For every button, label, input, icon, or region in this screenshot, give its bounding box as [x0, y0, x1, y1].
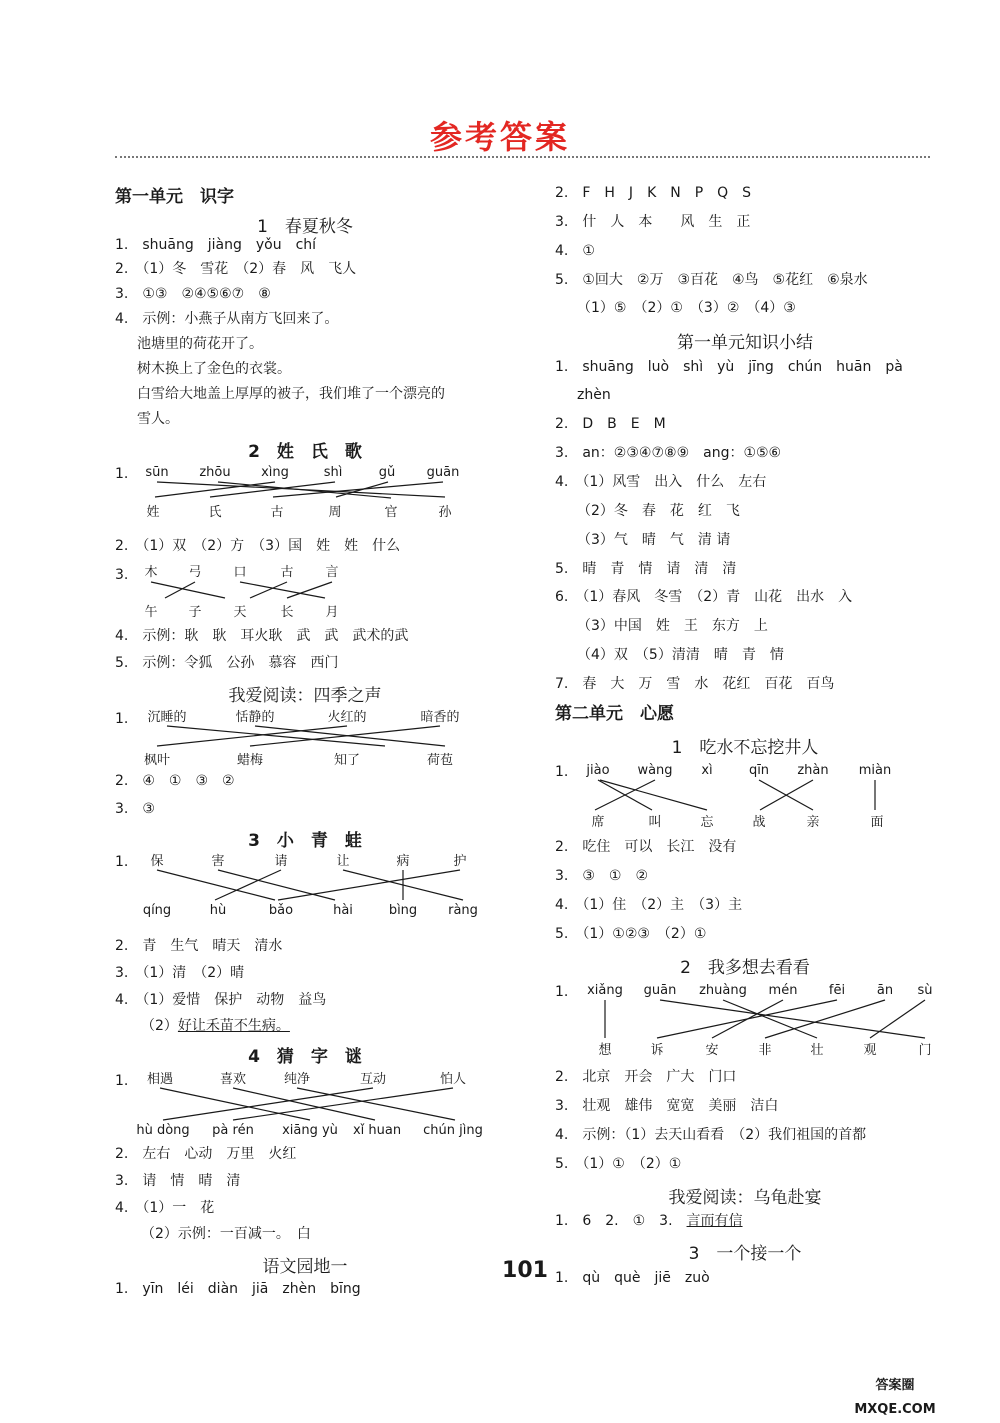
character-option: 门 [918, 1043, 932, 1058]
pinyin-option: bǎo [268, 903, 294, 918]
character-option: 古 [270, 505, 284, 520]
match-lines [157, 870, 463, 900]
answer-number: 3. [115, 567, 129, 583]
pinyin-option: ān [876, 983, 894, 998]
character-option: 请 [274, 854, 288, 869]
pinyin-option: zhuàng [699, 983, 747, 998]
answer-line: 4. （1）住 （2）主 （3）主 [555, 897, 743, 913]
answer-line: 3. ③ ① ② [555, 868, 649, 884]
pinyin-option: guān [643, 983, 677, 998]
character-option: 口 [233, 565, 247, 580]
character-option: 保 [150, 854, 164, 869]
word-option: 相遇 [146, 1072, 174, 1087]
answer-line: 2. 北京 开会 广大 门口 [555, 1069, 737, 1085]
pinyin-option: qīn [748, 763, 770, 778]
pinyin-option: hù [209, 903, 227, 918]
pinyin-option: hù dòng [136, 1123, 190, 1138]
answer-line: 4. 示例：耿 耿 耳火耿 武 武 武术的武 [115, 628, 409, 644]
answer-line: 1. shuāng luò shì yù jīng chún huān pà [555, 359, 903, 375]
answer-line: 3. an：②③④⑦⑧⑨ ang：①⑤⑥ [555, 445, 782, 461]
pinyin-option: fēi [828, 983, 846, 998]
pinyin-option: xiǎng [587, 983, 623, 998]
watermark-url: MXQE.COM [854, 1402, 936, 1417]
word-option: 暗香的 [420, 710, 460, 725]
match-lines [160, 1088, 455, 1120]
pinyin-option: mén [768, 983, 798, 998]
character-option: 想 [598, 1043, 612, 1058]
word-option: 知了 [333, 753, 361, 768]
word-option: 互动 [359, 1072, 387, 1087]
character-option: 官 [384, 505, 398, 520]
match-lines [605, 1000, 925, 1038]
reading-heading: 我爱阅读：四季之声 [228, 686, 382, 706]
pinyin-option: guān [426, 465, 460, 480]
answer-line: 2. 吃住 可以 长江 没有 [555, 839, 737, 855]
word-option: 沉睡的 [147, 710, 187, 725]
character-option: 壮 [810, 1043, 824, 1058]
pinyin-option: shì [323, 465, 343, 480]
word-option: 恬静的 [235, 710, 275, 725]
word-option: 枫叶 [143, 753, 171, 768]
answer-line: 3. 请 情 晴 清 [115, 1173, 241, 1189]
page-title: 参考答案 [429, 118, 570, 156]
answer-number: 1. [555, 984, 569, 1000]
word-option: 蜡梅 [236, 753, 264, 768]
pinyin-option: ràng [448, 903, 478, 918]
answer-line: 树木换上了金色的衣裳。 [137, 361, 291, 377]
lesson-heading: 2 姓 氏 歌 [248, 442, 362, 462]
sub-number: （2） [141, 1018, 178, 1034]
pinyin-option: miàn [858, 763, 892, 778]
answer-line: 5. （1）① （2）① [555, 1156, 682, 1172]
character-option: 弓 [188, 565, 202, 580]
answer-line: 4. （1）一 花 [115, 1200, 215, 1216]
answer-line [141, 1017, 290, 1035]
character-option: 护 [453, 854, 467, 869]
page-number: 101 [502, 1258, 548, 1283]
answer-number: 1. [115, 1073, 129, 1089]
answer-line: 2. （1）双 （2）方 （3）国 姓 姓 什么 [115, 538, 401, 554]
pinyin-option: xǐ huan [352, 1123, 402, 1138]
word-option: 纯净 [283, 1072, 311, 1087]
answer-line: 3. （1）清 （2）晴 [115, 965, 245, 981]
character-option: 月 [325, 605, 339, 620]
pinyin-option: sù [917, 983, 933, 998]
pinyin-option: sūn [145, 465, 169, 480]
character-option: 诉 [650, 1043, 664, 1058]
answer-line: （1）⑤ （2）① （3）② （4）③ [577, 300, 796, 316]
matching-diagram [555, 760, 935, 830]
summary-heading: 第一单元知识小结 [677, 333, 813, 353]
answer-line: 4. ① [555, 243, 595, 259]
unit-heading: 第一单元 识字 [115, 187, 234, 207]
pinyin-option: hài [333, 903, 353, 918]
pinyin-option: xiāng yù [282, 1123, 338, 1138]
pinyin-option: zhàn [797, 763, 829, 778]
character-option: 言 [325, 565, 339, 580]
underlined-answer: 言而有信 [686, 1213, 743, 1229]
underlined-answer: 好让禾苗不生病。 [177, 1018, 290, 1034]
answer-line: （3）气 晴 气 清 请 [577, 532, 731, 548]
word-option: 喜欢 [219, 1072, 247, 1087]
answer-line: 2. D B E M [555, 416, 666, 432]
answer-number: 1. [555, 764, 569, 780]
lesson-heading: 1 吃水不忘挖井人 [671, 738, 819, 758]
answer-line: zhèn [577, 387, 611, 403]
match-lines [157, 726, 445, 746]
character-option: 让 [336, 854, 350, 869]
title-divider [115, 156, 930, 158]
watermark-logo-text: 答案圈 [875, 1378, 915, 1393]
matching-diagram [115, 462, 495, 522]
character-option: 战 [752, 815, 766, 830]
answer-line: 3. ①③ ②④⑤⑥⑦ ⑧ [115, 286, 271, 302]
pinyin-option: gǔ [378, 465, 396, 480]
character-option: 周 [328, 505, 342, 520]
answer-line: 2. 青 生气 晴天 清水 [115, 938, 283, 954]
matching-diagram [115, 706, 495, 768]
answer-number: 1. [115, 466, 129, 482]
pinyin-option: xìng [261, 465, 289, 480]
reading-heading: 我爱阅读：乌龟赴宴 [668, 1188, 822, 1208]
character-option: 姓 [146, 505, 160, 520]
answer-line: （2）示例：一百减一。 白 [141, 1226, 311, 1242]
character-option: 忘 [700, 815, 714, 830]
answer-prefix: 1. 6 2. ① 3. [555, 1213, 687, 1229]
answer-line: 雪人。 [137, 411, 179, 427]
pinyin-option: xì [701, 763, 713, 778]
character-option: 观 [863, 1043, 877, 1058]
answer-line: （4）双 （5）清清 晴 青 情 [577, 647, 784, 663]
pinyin-option: pà rén [212, 1123, 254, 1138]
answer-number: 1. [115, 854, 129, 870]
answer-line: 4. （1）爱惜 保护 动物 益鸟 [115, 992, 327, 1008]
pinyin-option: jiào [586, 763, 610, 778]
match-lines [151, 582, 332, 598]
answer-line: 1. qù què jiē zuò [555, 1270, 710, 1286]
pinyin-option: bìng [388, 903, 418, 918]
answer-line: 5. 示例：令狐 公孙 慕容 西门 [115, 655, 339, 671]
pinyin-option: qíng [142, 903, 172, 918]
character-option: 长 [280, 605, 294, 620]
answer-line: 1. yīn léi diàn jiā zhèn bīng [115, 1281, 361, 1297]
pinyin-option: chún jìng [423, 1123, 483, 1138]
section-heading: 语文园地一 [262, 1257, 348, 1277]
word-option: 火红的 [327, 710, 367, 725]
character-option: 木 [144, 565, 158, 580]
answer-line: 4. 示例：小燕子从南方飞回来了。 [115, 311, 339, 327]
answer-line: 池塘里的荷花开了。 [137, 336, 263, 352]
answer-line: 2. 左右 心动 万里 火红 [115, 1146, 297, 1162]
lesson-heading: 2 我多想去看看 [680, 958, 810, 978]
match-lines [595, 780, 875, 810]
word-option: 怕人 [439, 1072, 467, 1087]
answer-line: 2. F H J K N P Q S [555, 185, 752, 201]
answer-line: （3）中国 姓 王 东方 上 [577, 618, 768, 634]
answer-line: 4. 示例：（1）去天山看看 （2）我们祖国的首都 [555, 1127, 867, 1143]
answer-line: 6. （1）春风 冬雪 （2）青 山花 出水 入 [555, 589, 853, 605]
character-option: 害 [211, 854, 225, 869]
answer-line: 5. ①回大 ②万 ③百花 ④鸟 ⑤花红 ⑥泉水 [555, 272, 868, 288]
pinyin-option: zhōu [199, 465, 231, 480]
lesson-heading: 3 一个接一个 [688, 1244, 802, 1264]
character-option: 古 [280, 565, 294, 580]
character-option: 席 [591, 815, 605, 830]
answer-line: 1. shuāng jiàng yǒu chí [115, 237, 317, 253]
character-option: 病 [396, 854, 410, 869]
answer-line: 5. （1）①②③ （2）① [555, 926, 707, 942]
character-option: 亲 [806, 815, 820, 830]
lesson-heading: 1 春夏秋冬 [257, 217, 353, 237]
watermark-logo [800, 1355, 990, 1417]
character-option: 子 [188, 605, 202, 620]
answer-line: 3. 壮观 雄伟 宽宽 美丽 洁白 [555, 1098, 779, 1114]
answer-line: 7. 春 大 万 雪 水 花红 百花 百鸟 [555, 676, 835, 692]
lesson-heading: 4 猜 字 谜 [248, 1047, 362, 1067]
pinyin-option: wàng [637, 763, 673, 778]
character-option: 非 [758, 1043, 772, 1058]
answer-line: 4. （1）风雪 出入 什么 左右 [555, 474, 767, 490]
character-option: 午 [144, 605, 158, 620]
character-option: 面 [870, 815, 884, 830]
answer-number: 1. [115, 711, 129, 727]
answer-line: （2）冬 春 花 红 飞 [577, 503, 740, 519]
lesson-heading: 3 小 青 蛙 [248, 831, 362, 851]
character-option: 氏 [208, 505, 222, 520]
matching-diagram [115, 562, 495, 622]
answer-line: 2. ④ ① ③ ② [115, 773, 235, 789]
matching-diagram [555, 980, 935, 1056]
answer-line [555, 1212, 743, 1230]
match-lines [155, 482, 445, 498]
unit-heading: 第二单元 心愿 [555, 704, 674, 724]
matching-diagram [115, 850, 495, 916]
answer-line: 3. ③ [115, 801, 155, 817]
character-option: 天 [233, 605, 247, 620]
character-option: 叫 [648, 815, 662, 830]
character-option: 孙 [438, 505, 452, 520]
word-option: 荷苞 [426, 753, 454, 768]
character-option: 安 [705, 1043, 719, 1058]
matching-diagram [115, 1068, 495, 1138]
answer-line: 2. （1）冬 雪花 （2）春 风 飞人 [115, 261, 357, 277]
answer-line: 白雪给大地盖上厚厚的被子，我们堆了一个漂亮的 [137, 386, 445, 402]
answer-line: 3. 什 人 本 风 生 正 [555, 214, 751, 230]
answer-line: 5. 晴 青 情 请 清 清 [555, 561, 737, 577]
